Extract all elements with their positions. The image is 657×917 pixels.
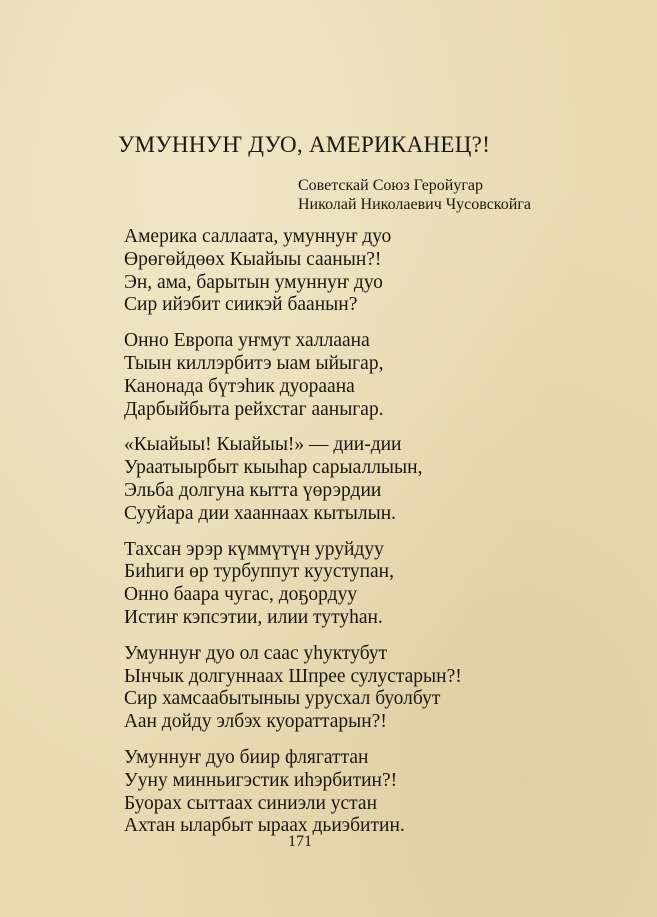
dedication-line: Николай Николаевич Чусовскойга: [298, 196, 531, 213]
stanza: [124, 539, 462, 630]
poem-line: Истиҥ кэпсэтии, илии тутуһан.: [124, 606, 383, 628]
poem-line: Онно Европа уҥмут халлаана: [124, 330, 370, 352]
poem-line: Эн, ама, барытын умуннуҥ дуо: [124, 271, 383, 293]
poem-line: Ууну минньигэстик иһэрбитин?!: [124, 769, 398, 791]
poem-line: Аан дойду элбэх куораттарын?!: [124, 711, 387, 733]
poem-line: Сууйара дии хааннаах кытылын.: [124, 502, 397, 524]
poem-line: Биһиги өр турбуппут кууступан,: [124, 561, 394, 583]
poem-line: Умуннуҥ дуо биир флягаттан: [124, 746, 369, 768]
page-number: 171: [288, 833, 312, 850]
stanza: [124, 747, 462, 838]
poem-line: Ахтан ыларбыт ыраах дьиэбитин.: [124, 815, 405, 837]
poem-line: Канонада бүтэһик дуораана: [124, 375, 355, 397]
poem-line: Сир хамсаабытыныы урусхал буолбут: [124, 688, 441, 710]
poem-body: [124, 226, 462, 851]
poem-line: Ураатыырбыт кыыһар сарыаллыын,: [124, 457, 423, 479]
poem-line: Умуннуҥ дуо ол саас уһуктубут: [124, 642, 388, 664]
poem-title: УМУННУҤ ДУО, АМЕРИКАНЕЦ?!: [118, 132, 491, 157]
poem-line: Сир ийэбит сиикэй баанын?: [124, 294, 358, 316]
poem-line: Тыын киллэрбитэ ыам ыйыгар,: [124, 352, 384, 374]
dedication-line: Советскай Союз Геройугар: [298, 177, 484, 194]
stanza: [124, 643, 462, 734]
stanza: [124, 226, 462, 317]
poem-line: Онно баара чугас, доҕордуу: [124, 584, 358, 606]
poem-line: «Кыайыы! Кыайыы!» — дии-дии: [124, 434, 402, 456]
poem-line: Тахсан эрэр күммүтүн уруйдуу: [124, 538, 384, 560]
poem-line: Эльба долгуна кытта үөрэрдии: [124, 479, 382, 501]
poem-line: Өрөгөйдөөх Кыайыы саанын?!: [124, 248, 382, 270]
poem-line: Буорах сыттаах синиэли устан: [124, 792, 378, 814]
poem-line: Америка саллаата, умуннуҥ дуо: [124, 226, 392, 247]
dedication: [298, 176, 531, 214]
stanza: [124, 434, 462, 525]
poem-line: Дарбыйбыта рейхстаг ааныгар.: [124, 398, 384, 420]
stanza: [124, 330, 462, 421]
poem-line: Ынчык долгуннаах Шпрее сулустарын?!: [124, 665, 462, 687]
